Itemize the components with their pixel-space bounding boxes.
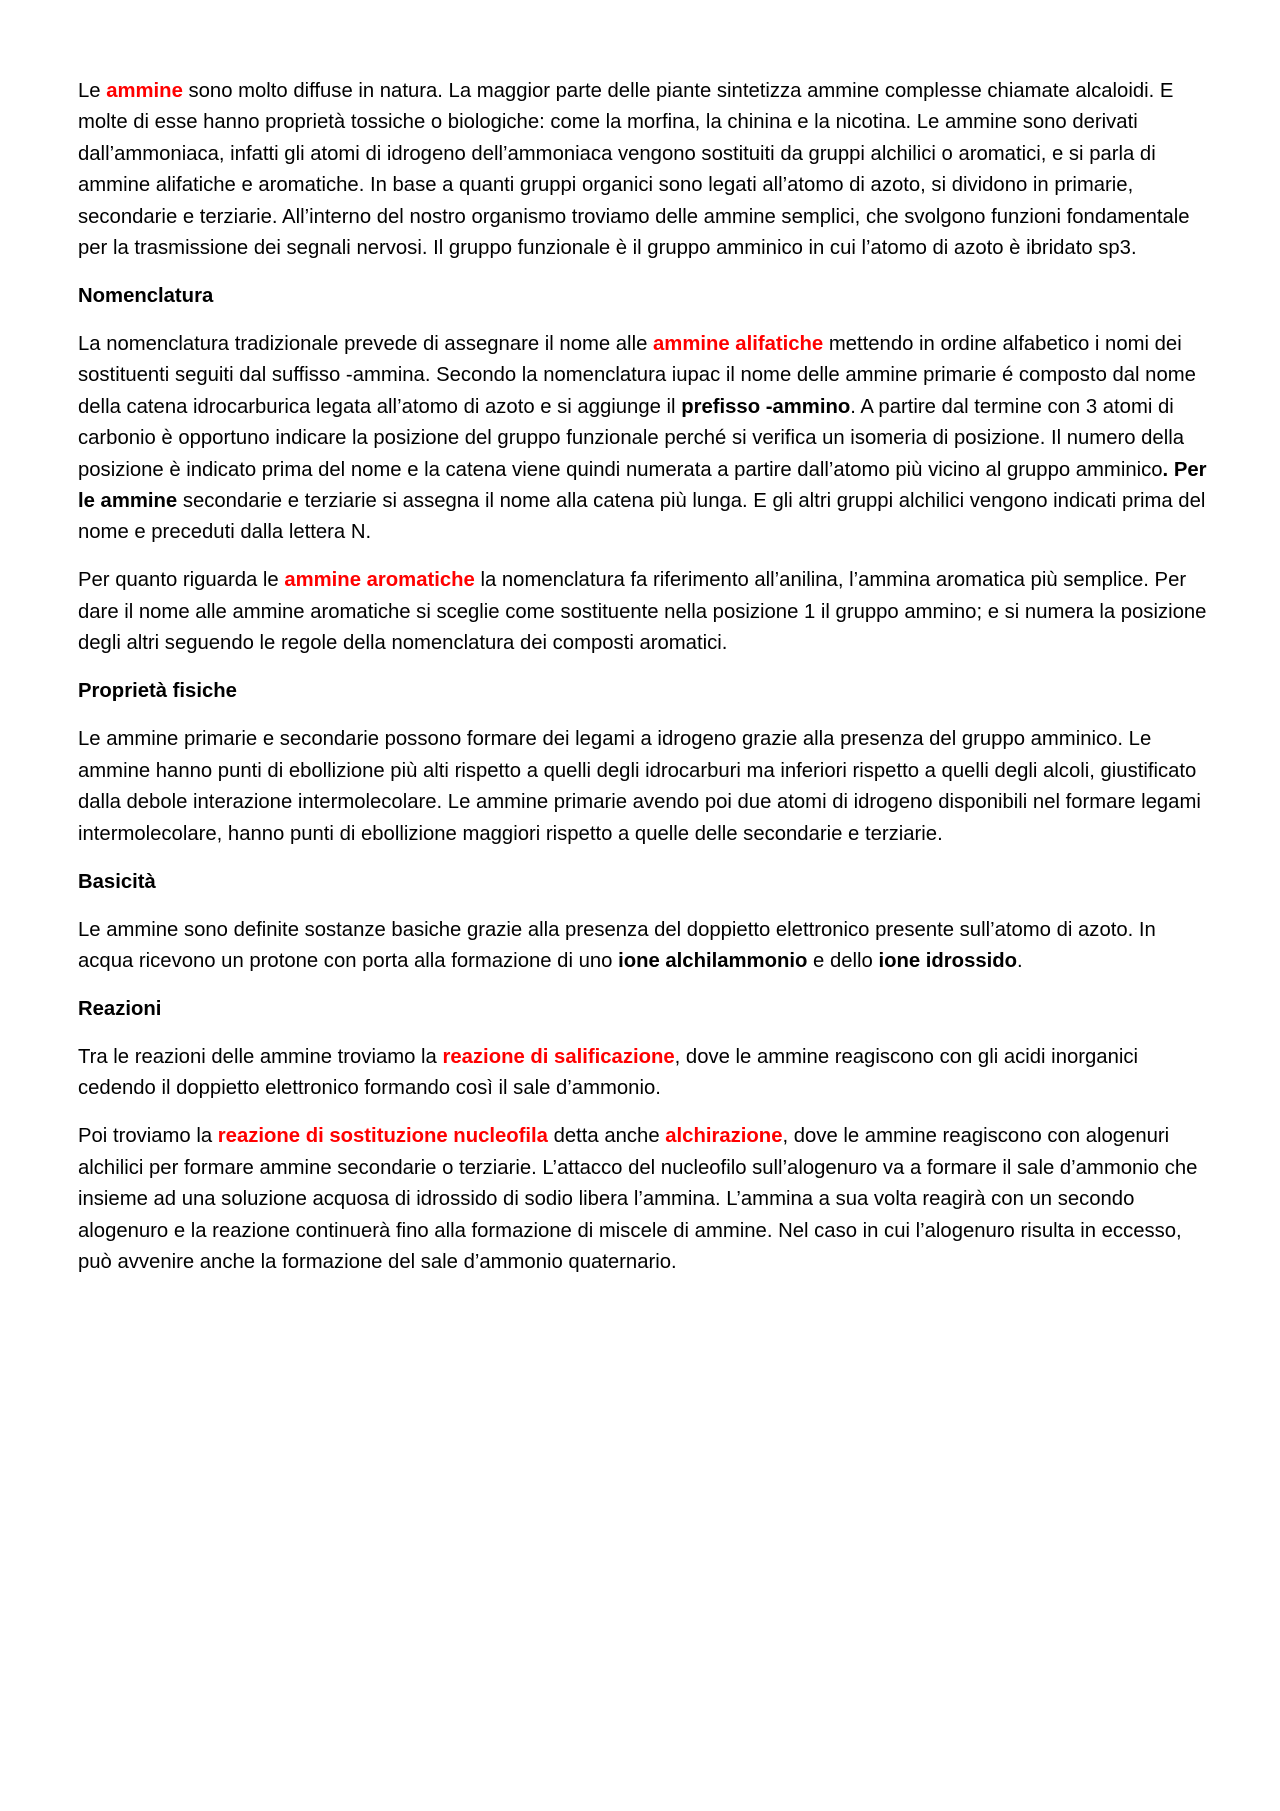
reazioni-p2-text-2: detta anche	[547, 1125, 666, 1148]
basicita-text-2: e dello	[807, 949, 879, 972]
reazioni-paragraph-1	[78, 1042, 1208, 1105]
nomenclatura-paragraph-1	[78, 329, 1208, 549]
intro-text-1: Le	[78, 80, 107, 102]
bold-ione-idrossido: ione idrossido	[878, 949, 1018, 972]
nomenclatura-p2-text-2: la nomenclatura fa riferimento all’anilina, l’ammina aromatica più semplice. Per dare il nome alle ammine aromatiche si sceglie come sostituente nella posizione 1 il gruppo ammino; e si numera la posizione degli altri seguendo le regole della nomenclatura dei composti aromatici.	[78, 569, 1207, 655]
bold-ione-alchilammonio: ione alchilammonio	[618, 949, 808, 972]
basicita-text-1: Le ammine sono definite sostanze basiche grazie alla presenza del doppietto elettronico presente sull’atomo di azoto. In acqua ricevono un protone con porta alla formazione di uno	[78, 918, 1156, 972]
basicita-paragraph	[78, 915, 1208, 978]
reazioni-p1-text-2: , dove le ammine reagiscono con gli acidi inorganici cedendo il doppietto elettronico formando così il sale d’ammonio.	[78, 1045, 1138, 1100]
bold-prefisso-ammino: prefisso -ammino	[681, 395, 851, 418]
reazioni-p1-text-1: Tra le reazioni delle ammine troviamo la	[78, 1045, 443, 1068]
reazioni-p2-text-1: Poi troviamo la	[78, 1125, 218, 1148]
intro-paragraph	[78, 76, 1208, 264]
basicita-text-3: .	[1017, 949, 1023, 972]
nomenclatura-paragraph-2	[78, 565, 1208, 659]
reazioni-p2-text-3: , dove le ammine reagiscono con alogenuri alchilici per formare ammine secondarie o terziarie. L’attacco del nucleofilo sull’alogenuro va a formare il sale d’ammonio che insieme ad una soluzione acquosa di idrossido di sodio libera l’ammina. L’ammina a sua volta reagirà con un secondo alogenuro e la reazione continuerà fino alla formazione di miscele di ammine. Nel caso in cui l’alogenuro risulta in eccesso, può avvenire anche la formazione del sale d’ammonio quaternario.	[78, 1125, 1198, 1273]
document-page	[78, 76, 1208, 1295]
nomenclatura-p1-text-2: mettendo in ordine alfabetico i nomi dei sostituenti seguiti dal suffisso -ammina. Secondo la nomenclatura iupac il nome delle ammine primarie é composto dal nome della catena idrocarburica legata all’atomo di azoto e si aggiunge il	[78, 333, 1196, 418]
proprieta-paragraph: Le ammine primarie e secondarie possono formare dei legami a idrogeno grazie alla presenza del gruppo amminico. Le ammine hanno punti di ebollizione più alti rispetto a quelli degli idrocarburi ma inferiori rispetto a quelli degli alcoli, giustificato dalla debole interazione intermolecolare. Le ammine primarie avendo poi due atomi di idrogeno disponibili nel formare legami intermolecolare, hanno punti di ebollizione maggiori rispetto a quelle delle secondarie e terziarie.	[78, 728, 1201, 845]
reazioni-paragraph-2	[78, 1121, 1208, 1278]
highlight-alchirazione: alchirazione	[665, 1125, 783, 1148]
nomenclatura-p1-text-1: La nomenclatura tradizionale prevede di assegnare il nome alle	[78, 333, 653, 356]
intro-text-2: sono molto diffuse in natura. La maggior parte delle piante sintetizza ammine complesse chiamate alcaloidi. E molte di esse hanno proprietà tossiche o biologiche: come la morfina, la chinina e la nicotina. Le ammine sono derivati dall’ammoniaca, infatti gli atomi di idrogeno dell’ammoniaca vengono sostituiti da gruppi alchilici o aromatici, e si parla di ammine alifatiche e aromatiche. In base a quanti gruppi organici sono legati all’atomo di azoto, si dividono in primarie, secondarie e terziarie. All’interno del nostro organismo troviamo delle ammine semplici, che svolgono funzioni fondamentale per la trasmissione dei segnali nervosi. Il gruppo funzionale è il gruppo amminico in cui l’atomo di azoto è ibridato sp3.	[78, 80, 1190, 260]
nomenclatura-p1-text-3: . A partire dal termine con 3 atomi di carbonio è opportuno indicare la posizione del gruppo funzionale perché si verifica un isomeria di posizione. Il numero della posizione è indicato prima del nome e la catena viene quindi numerata a partire dall’atomo più vicino al gruppo amminico	[78, 395, 1184, 481]
highlight-reazione-salificazione: reazione di salificazione	[442, 1045, 675, 1068]
highlight-ammine-aromatiche: ammine aromatiche	[284, 569, 475, 592]
highlight-ammine-alifatiche: ammine alifatiche	[653, 333, 824, 356]
heading-basicita: Basicità	[78, 870, 156, 893]
nomenclatura-p1-text-4: secondarie e terziarie si assegna il nome alla catena più lunga. E gli altri gruppi alchilici vengono indicati prima del nome e preceduti dalla lettera N.	[78, 490, 1206, 544]
bold-per-le-ammine: . Per le ammine	[78, 458, 1207, 513]
highlight-ammine: ammine	[106, 80, 183, 102]
heading-proprieta-fisiche: Proprietà fisiche	[78, 680, 237, 703]
heading-nomenclatura: Nomenclatura	[78, 285, 214, 308]
heading-reazioni: Reazioni	[78, 997, 162, 1020]
highlight-sostituzione-nucleofila: reazione di sostituzione nucleofila	[217, 1125, 548, 1148]
nomenclatura-p2-text-1: Per quanto riguarda le	[78, 569, 285, 592]
